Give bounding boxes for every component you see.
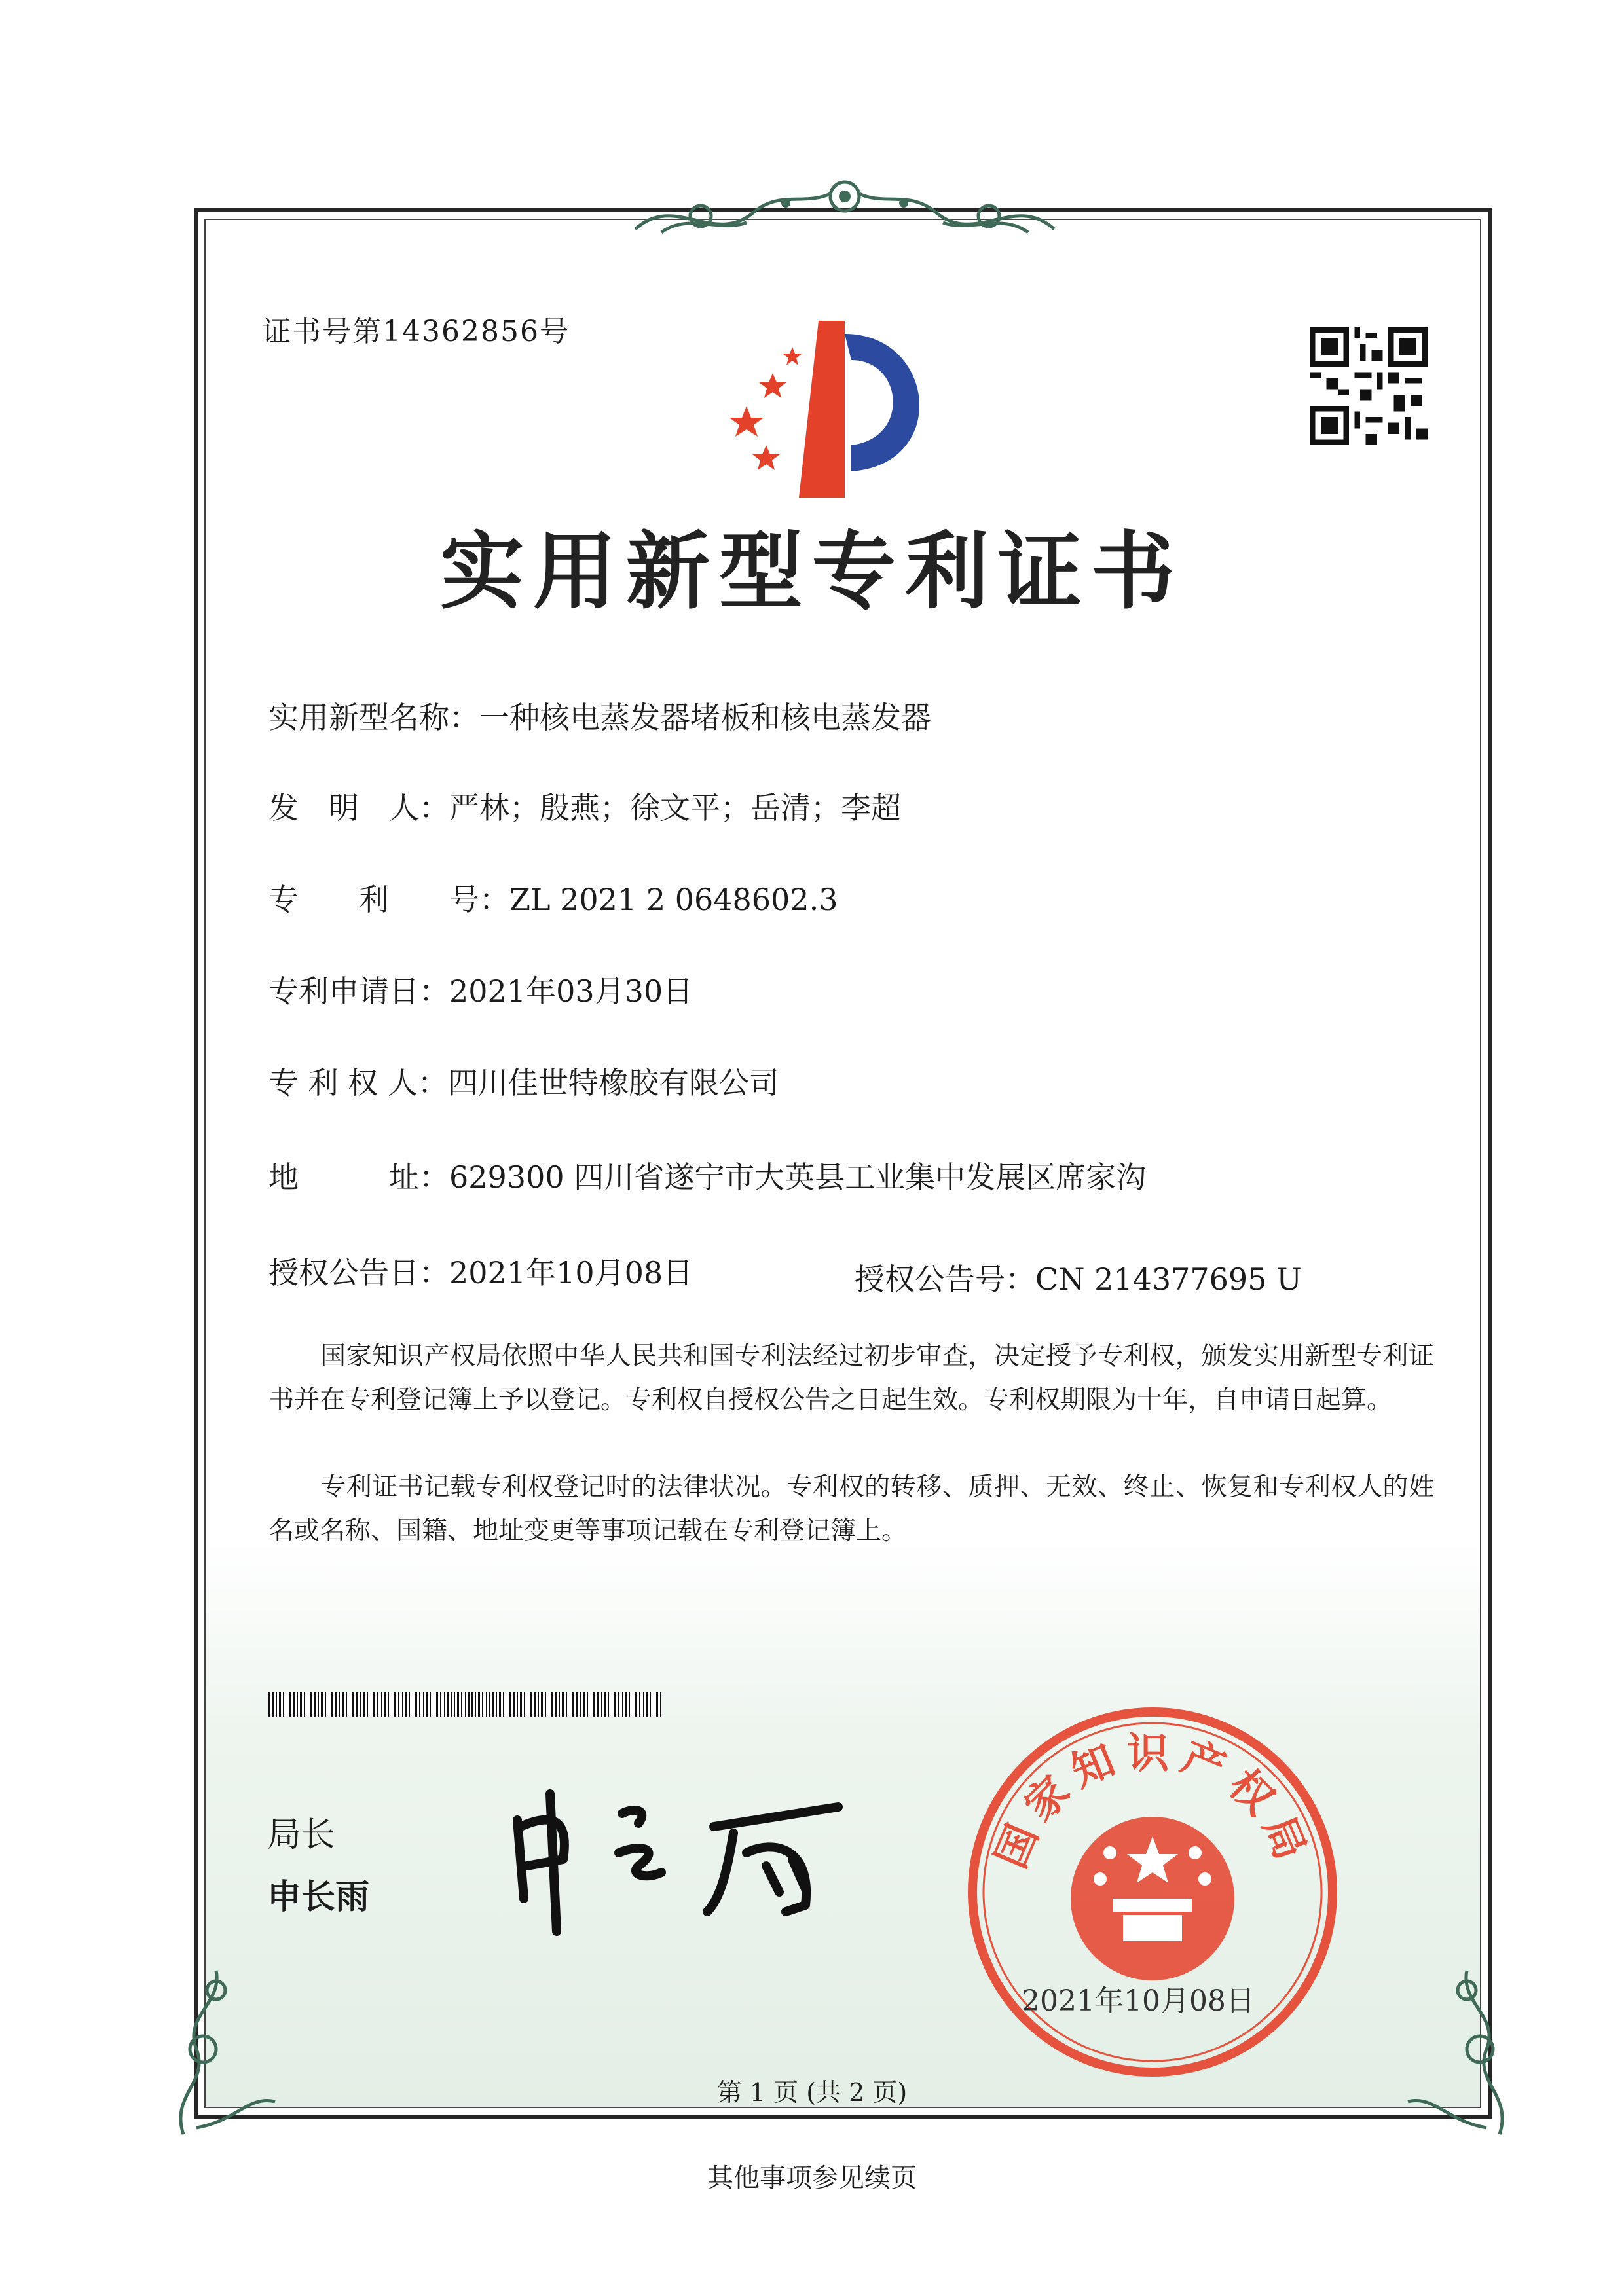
grant-date (268, 1249, 693, 1292)
official-seal (963, 1702, 1342, 2082)
patentee (268, 1059, 779, 1102)
field-label: 专利申请日： (268, 974, 449, 1009)
utility-model-name (268, 694, 931, 737)
field-value: 629300 四川省遂宁市大英县工业集中发展区席家沟 (449, 1159, 1147, 1195)
legal-status-note: 专利证书记载专利权登记时的法律状况。专利权的转移、质押、无效、终止、恢复和专利权人的姓名或名称、国籍、地址变更等事项记载在专利登记簿上。 (268, 1472, 1434, 1546)
certificate-number: 证书号第14362856号 (262, 315, 570, 348)
inventors (268, 784, 901, 828)
field-value: 严林；殷燕；徐文平；岳清；李超 (449, 790, 901, 826)
patent-number (268, 876, 838, 919)
certificate-statement: 国家知识产权局依照中华人民共和国专利法经过初步审查，决定授予专利权，颁发实用新型专利证书并在专利登记簿上予以登记。专利权自授权公告之日起生效。专利权期限为十年，自申请日起算。 (268, 1341, 1434, 1415)
field-value: 四川佳世特橡胶有限公司 (447, 1065, 779, 1101)
field-label: 专 利 号： (268, 882, 509, 917)
top-ornament (622, 167, 1067, 252)
certificate-title: 实用新型专利证书 (439, 522, 1184, 621)
continuation-note: 其他事项参见续页 (707, 2163, 917, 2193)
field-value: 2021年03月30日 (449, 974, 693, 1009)
bottom-right-ornament (1395, 1951, 1526, 2147)
field-value: 2021年10月08日 (449, 1255, 693, 1290)
field-label: 专 利 权 人： (268, 1065, 448, 1101)
barcode (268, 1692, 661, 1717)
cnipa-logo (720, 308, 969, 504)
grant-publication-number (855, 1256, 1302, 1299)
field-value: CN 214377695 U (1035, 1262, 1302, 1297)
seal-text: 国家知识产权局 (987, 1730, 1318, 1876)
page-indicator: 第 1 页 (共 2 页) (716, 2078, 908, 2107)
seal-date: 2021年10月08日 (1022, 1984, 1255, 2018)
field-label: 实用新型名称： (268, 700, 479, 735)
filing-date (268, 968, 693, 1011)
field-label: 授权公告号： (855, 1262, 1035, 1297)
field-label: 发 明 人： (268, 790, 449, 826)
field-value: ZL 2021 2 0648602.3 (509, 882, 838, 917)
field-label: 地 址： (268, 1159, 449, 1195)
signatory-name: 申长雨 (267, 1878, 370, 1917)
field-value: 一种核电蒸发器堵板和核电蒸发器 (479, 700, 931, 735)
bottom-left-ornament (157, 1951, 288, 2147)
handwritten-signature (498, 1781, 864, 1938)
field-label: 授权公告日： (268, 1255, 449, 1290)
address (268, 1154, 1146, 1197)
signatory-title: 局长 (267, 1815, 336, 1855)
qr-code (1310, 327, 1428, 445)
